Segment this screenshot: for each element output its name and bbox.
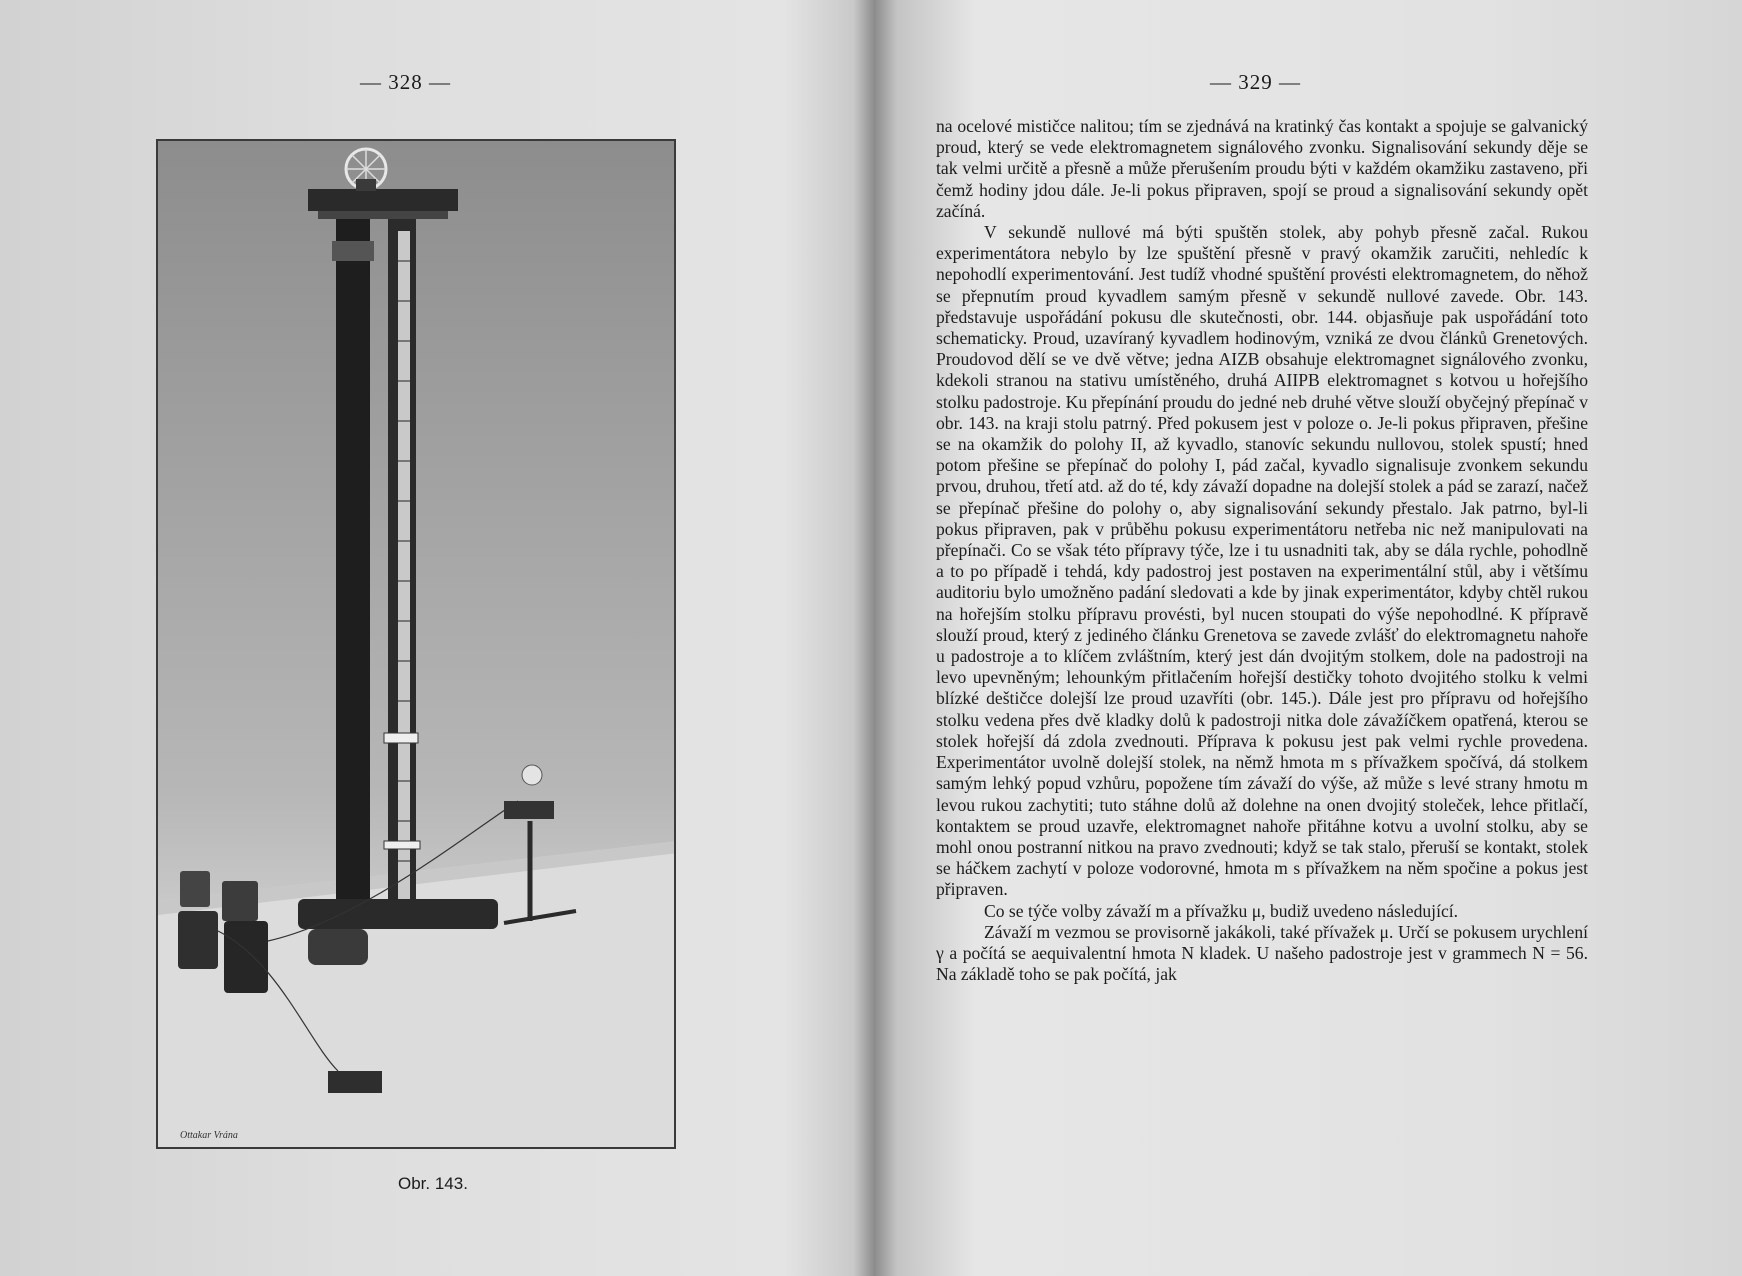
left-column bbox=[336, 219, 370, 899]
lower-stage bbox=[384, 841, 420, 849]
switch bbox=[328, 1071, 382, 1093]
paragraph-3: Co se týče volby závaží m a přívažku μ, budiž uvedeno následující. bbox=[984, 900, 1459, 921]
scale-ruler bbox=[398, 231, 410, 901]
apparatus-base bbox=[298, 899, 498, 929]
apparatus-photo bbox=[158, 141, 676, 1149]
right-page bbox=[840, 0, 1742, 1276]
figure-caption: Obr. 143. bbox=[398, 1174, 468, 1193]
bell bbox=[522, 765, 542, 785]
figure-atwood-machine bbox=[156, 139, 676, 1149]
left-page bbox=[0, 0, 832, 1276]
top-platform bbox=[308, 189, 458, 211]
paragraph-1: na ocelové mističce nalitou; tím se zjednává na kratinký čas kontakt a spojuje se galvanický proud, který se vede elektromagnetem signálového zvonku. Signalisování sekundy děje se tak velmi určitě a přesně a může přerušením proudu býti v každém okamžiku zastaveno, při čemž hodiny jdou dále. Je-li pokus připraven, spojí se proud a signalisování sekundy opět začíná. bbox=[936, 116, 1588, 221]
figure-signature: Ottakar Vrána bbox=[180, 1130, 238, 1141]
upper-stage bbox=[384, 733, 418, 743]
paragraph-2: V sekundě nullové má býti spuštěn stolek, aby pohyb přesně začal. Rukou experimentátora nebylo by lze spuštění přesně v pravý okamžik zaručiti, nehledíc k nepohodlí experimentování. Jest tudíž vhodné spuštění provésti elektromagnetem, do něhož se přepnutím proud kyvadlem samým přesně v sekundě nullové zavede. Obr. 143. představuje uspořádání pokusu dle skutečnosti, obr. 144. objasňuje pak uspořádání toto schematicky. Proud, uzavíraný kyvadlem hodinovým, vzniká ze dvou článků Grenetových. Proudovod dělí se ve dvě větve; jedna AIZB obsahuje elektromagnet signálového zvonku, kdekoli stranou na stativu umístěného, druhá AIIPB elektromagnet s kotvou u hořejšího stolku padostroje. Ku přepínání proudu do jedné neb druhé větve slouží obyčejný přepínač v obr. 143. na kraji stolu patrný. Před pokusem jest v poloze o. Je-li pokus připraven, přešine se na okamžik do polohy II, až kyvadlo, stanovíc sekundu nullovou, stolek spustí; hned potom přešine se přepínač do polohy I, pád začal, kyvadlo signalisuje zvonkem sekundu prvou, druhou, třetí atd. až do té, kdy závaží dopadne na dolejší stolek a pád se zarazí, načež se přepínač přešine do polohy o, aby signalisování sekundy přestalo. Jak patrno, byl-li pokus připraven, pak v průběhu pokusu experimentátoru netřeba nic než manipulovati na přepínači. Co se však této přípravy týče, lze i tu usnadniti tak, aby se dála rychle, pohodlně a to po případě i tehdá, kdy padostroj jest postaven na experimentální stůl, aby i většímu auditoriu bylo umožněno padání sledovati a kde by jinak experimentátor, kdyby chtěl rukou na hořejším stolku přípravu provésti, byl nucen stoupati do výše nepohodlné. K přípravě slouží proud, který z jediného článku Grenetova se zavede zvlášť do elektromagnetu nahoře u padostroje a to klíčem zvláštním, který jest dán dvojitým stolkem, dole na padostroji na levo upevněným; lehounkým přitlačením hořejší destičky tohoto dvojitého stolku k velmi blízké deštičce dolejší lze proud uzavříti (obr. 145.). Dále jest pro přípravu od hořejšího stolku vedena přes dvě kladky dolů k padostroji nitka dole závažíčkem opatřená, kterou se stolek hořejší dá zdola zvednouti. Příprava k pokusu jest pak velmi rychle provedena. Experimentátor uvolně dolejší stolek, na němž hmota m s přívažkem spočívá, dá stolkem samým lehký popud vzhůru, popožene tím závaží do výše, až může s levé strany hmotu m levou rukou zachytiti; tuto stáhne dolů až dolehne na onen dvojitý stoleček, lehce přitlačí, kontaktem se proud uzavře, elektromagnet nahoře přitáhne kotvu a uvolní stolku, aby se mohl onou postranní nitkou na pravo zvednouti; když se tak stalo, přeruší se kontakt, stolek se háčkem zachytí v poloze vodorovné, hmota m s přívažkem na něm spočine a pokus jest připraven. bbox=[936, 222, 1588, 900]
page-number-right: — 329 — bbox=[1210, 70, 1301, 94]
page-number-left: — 328 — bbox=[360, 70, 451, 94]
top-platform-lip bbox=[318, 211, 448, 219]
paragraph-4: Závaží m vezmou se provisorně jakákoli, také přívažek μ. Určí se pokusem urychlení γ a počítá se aequivalentní hmota N kladek. U našeho padostroje jest v grammech N = 56. Na základě toho se pak počítá, jak bbox=[936, 921, 1588, 985]
body-text bbox=[936, 116, 1588, 985]
